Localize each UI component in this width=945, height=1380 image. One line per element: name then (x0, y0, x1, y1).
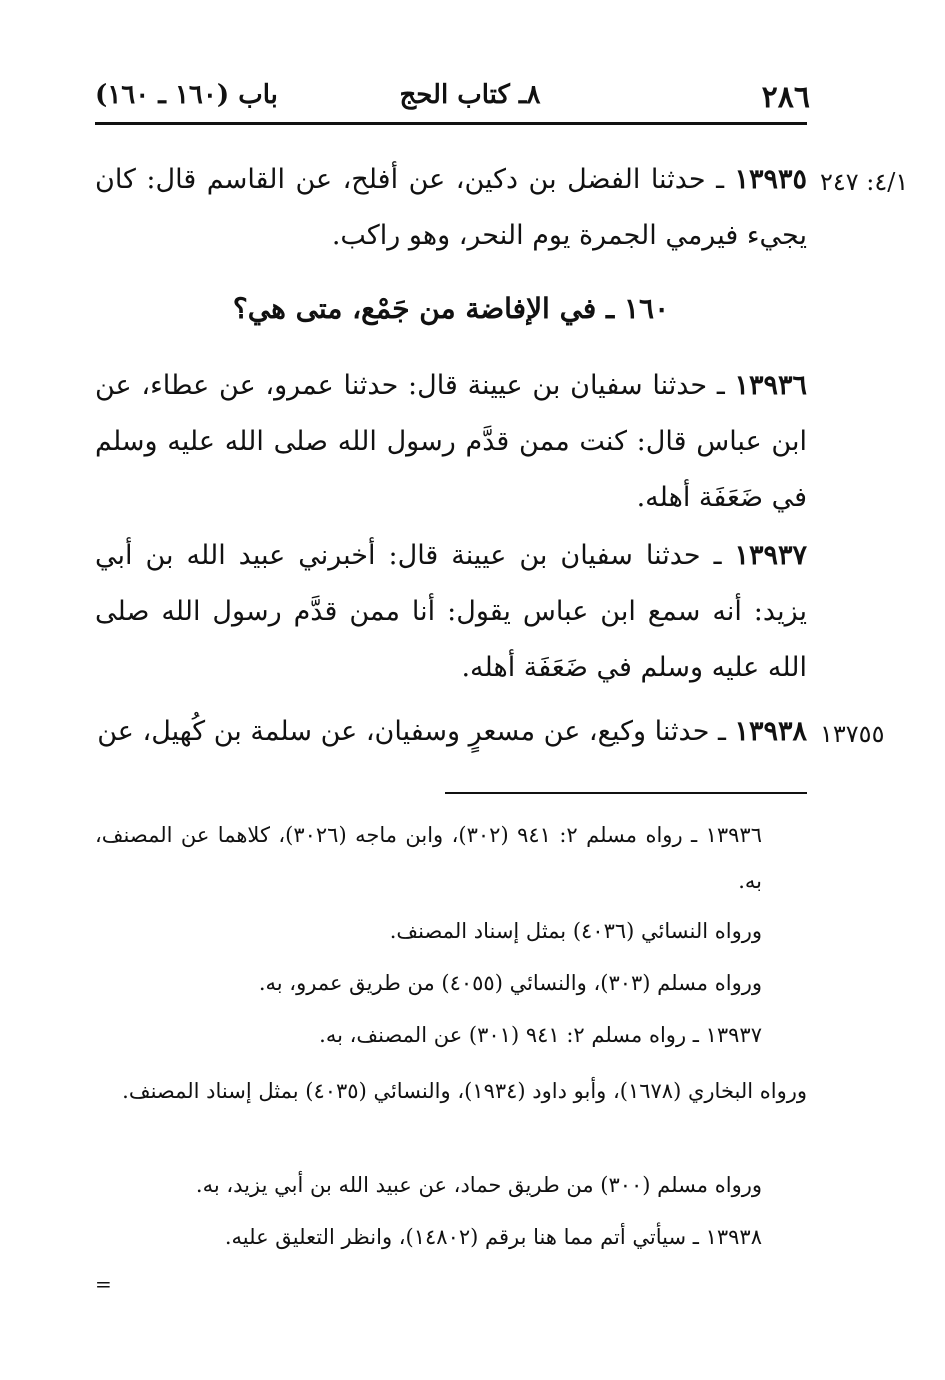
footnote: ورواه مسلم (٣٠٠) من طريق حماد، عن عبيد الله بن أبي يزيد، به. (195, 1173, 762, 1197)
hadith-entry (95, 358, 807, 526)
book-title: ٨ـ كتاب الحج (399, 80, 541, 110)
hadith-number: ١٣٩٣٨ (734, 716, 807, 747)
footnote: ورواه النسائي (٤٠٣٦) بمثل إسناد المصنف. (389, 919, 762, 943)
hadith-entry (95, 704, 807, 760)
continuation-mark: = (95, 1272, 112, 1296)
footnote: ورواه البخاري (١٦٧٨)، وأبو داود (١٩٣٤)، والنسائي (٤٠٣٥) بمثل إسناد المصنف. (122, 1079, 807, 1103)
hadith-text: ـ حدثنا الفضل بن دكين، عن أفلح، عن القاسم قال: كان يجيء فيرمي الجمرة يوم النحر، وهو راكب. (95, 164, 807, 251)
margin-reference: ١٣٧٥٥ (820, 720, 885, 748)
hadith-entry (95, 528, 807, 696)
section-heading: ١٦٠ ـ في الإفاضة من جَمْع، متى هي؟ (232, 292, 670, 325)
margin-reference: ٤/١: ٢٤٧ (820, 168, 909, 196)
footnote: ١٣٩٣٨ ـ سيأتي أتم مما هنا برقم (١٤٨٠٢)، وانظر التعليق عليه. (224, 1225, 762, 1249)
hadith-number: ١٣٩٣٦ (734, 370, 807, 401)
chapter-range: باب (١٦٠ ـ ١٦٠) (95, 80, 278, 110)
hadith-number: ١٣٩٣٧ (734, 540, 807, 571)
footnote-rule (445, 792, 807, 794)
hadith-text: ـ حدثنا سفيان بن عيينة قال: أخبرني عبيد الله بن أبي يزيد: أنه سمع ابن عباس يقول: أنا ممن قدَّم رسول الله صلى الله عليه وسلم في ضَعَفَة أهله. (95, 540, 807, 683)
footnote: ١٣٩٣٧ ـ رواه مسلم ٢: ٩٤١ (٣٠١) عن المصنف، به. (319, 1023, 762, 1047)
hadith-text: ـ حدثنا سفيان بن عيينة قال: حدثنا عمرو، عن عطاء، عن ابن عباس قال: كنت ممن قدَّم رسول الله صلى الله عليه وسلم في ضَعَفَة أهله. (95, 370, 807, 513)
header-rule (95, 122, 807, 125)
hadith-entry (95, 152, 807, 264)
page-number: ٢٨٦ (761, 80, 810, 115)
footnote: ورواه مسلم (٣٠٣)، والنسائي (٤٠٥٥) من طريق عمرو، به. (258, 971, 762, 995)
hadith-number: ١٣٩٣٥ (734, 164, 807, 195)
hadith-text: ـ حدثنا وكيع، عن مسعرٍ وسفيان، عن سلمة بن كُهيل، عن (97, 716, 726, 747)
footnote: ١٣٩٣٦ ـ رواه مسلم ٢: ٩٤١ (٣٠٢)، وابن ماجه (٣٠٢٦)، كلاهما عن المصنف، به. (95, 823, 762, 893)
